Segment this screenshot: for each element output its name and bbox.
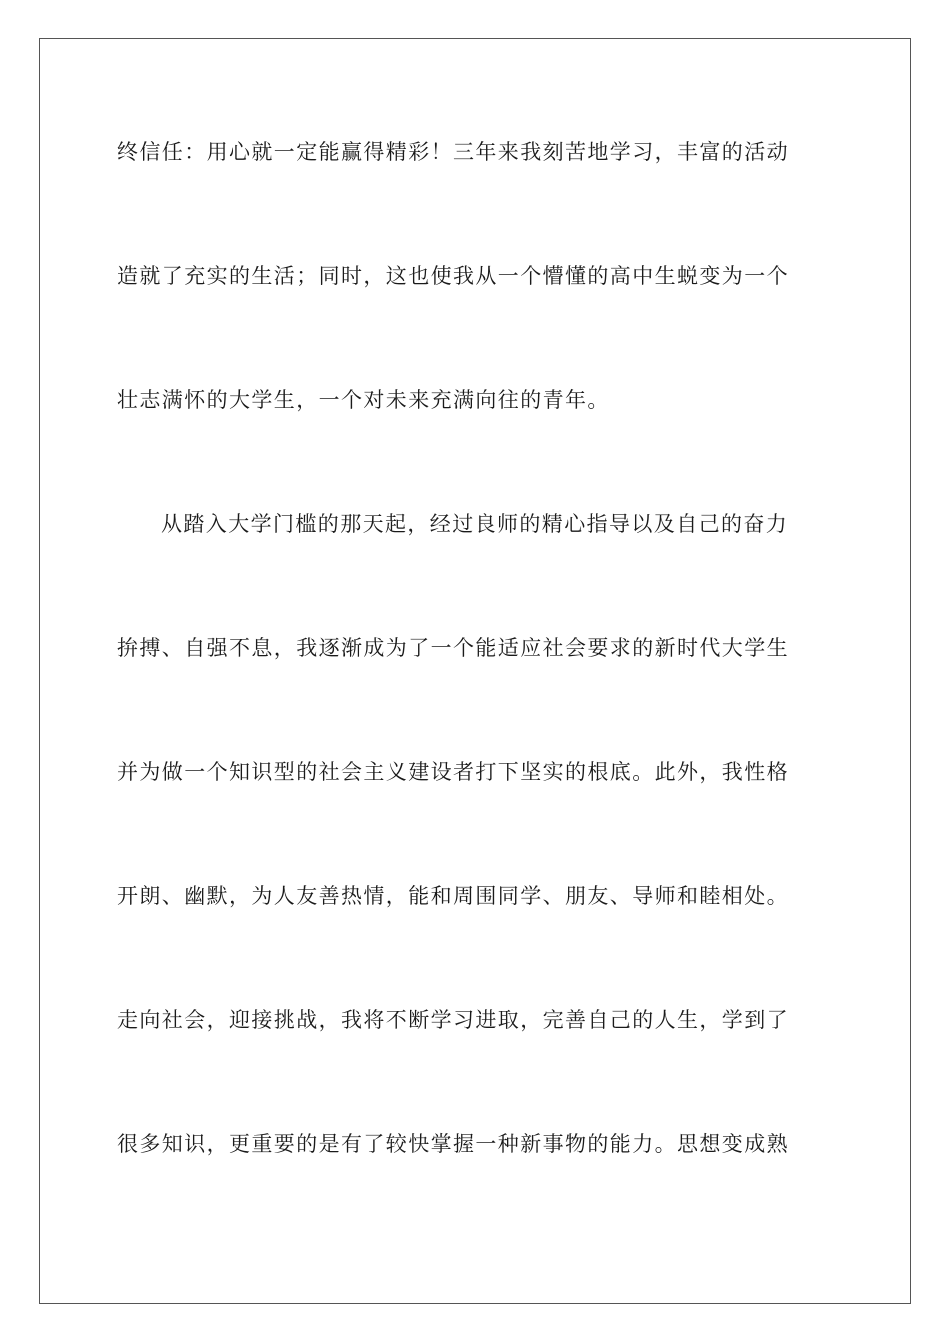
- text-line-8: 走向社会，迎接挑战，我将不断学习进取，完善自己的人生，学到了: [117, 1008, 789, 1032]
- text-line-1: 终信任：用心就一定能赢得精彩！三年来我刻苦地学习，丰富的活动: [117, 140, 789, 164]
- text-line-9: 很多知识，更重要的是有了较快掌握一种新事物的能力。思想变成熟: [117, 1132, 789, 1156]
- text-line-3: 壮志满怀的大学生，一个对未来充满向往的青年。: [117, 388, 610, 412]
- text-line-4-paragraph-start: 从踏入大学门槛的那天起，经过良师的精心指导以及自己的奋力: [161, 512, 789, 536]
- text-line-7: 开朗、幽默，为人友善热情，能和周围同学、朋友、导师和睦相处。: [117, 884, 789, 908]
- text-line-6: 并为做一个知识型的社会主义建设者打下坚实的根底。此外，我性格: [117, 760, 789, 784]
- text-line-2: 造就了充实的生活；同时，这也使我从一个懵懂的高中生蜕变为一个: [117, 264, 789, 288]
- text-line-5: 拚搏、自强不息，我逐渐成为了一个能适应社会要求的新时代大学生: [117, 636, 789, 660]
- page-border: [39, 38, 911, 1304]
